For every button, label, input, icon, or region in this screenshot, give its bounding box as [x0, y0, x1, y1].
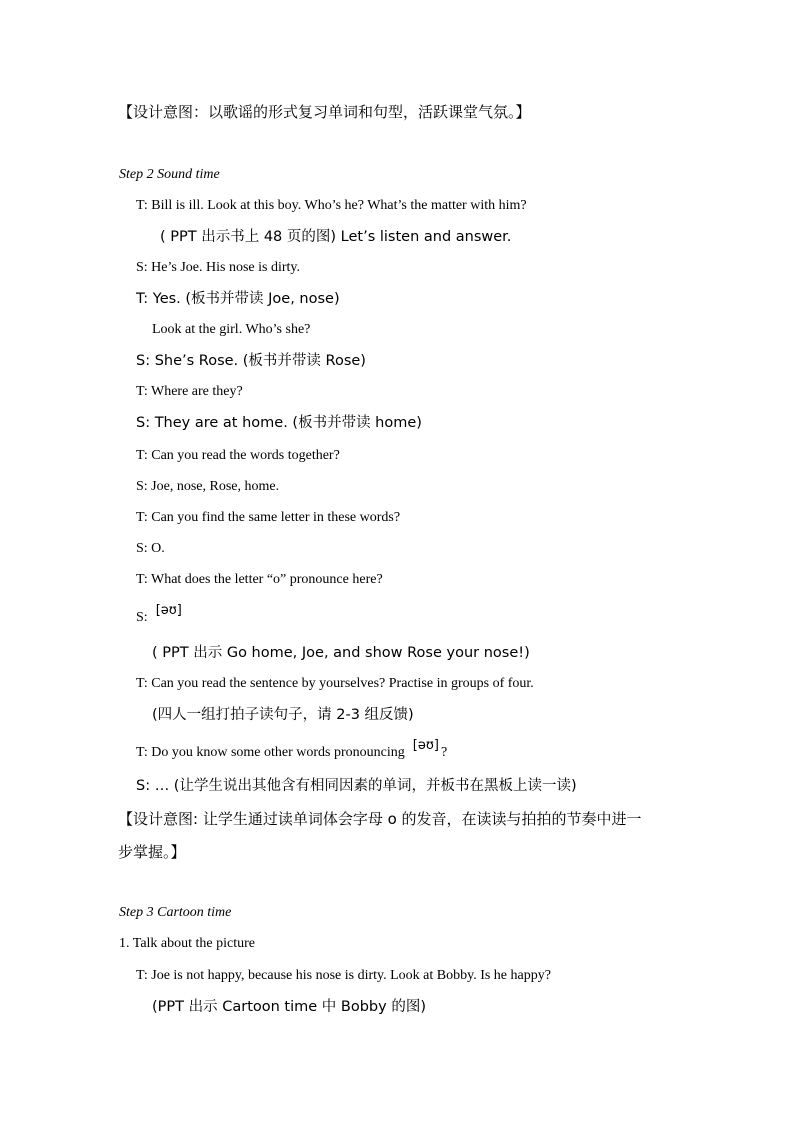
dialog-line: T: Bill is ill. Look at this boy. Who’s he? What’s the matter with him? — [136, 198, 527, 213]
dialog-line-phonetic — [136, 603, 184, 628]
dialog-suffix: ? — [440, 745, 448, 760]
dialog-line: T: Can you find the same letter in these words? — [136, 510, 401, 525]
dialog-line: T: What does the letter “o” pronounce here? — [136, 572, 383, 587]
dialog-line: T: Can you read the sentence by yourselves? Practise in groups of four. — [136, 676, 534, 691]
dialog-line: (四人一组打拍子读句子，请 2-3 组反馈) — [152, 707, 414, 723]
step3-heading: Step 3 Cartoon time — [119, 905, 232, 920]
dialog-line: ( PPT 出示 Go home, Joe, and show Rose your nose!) — [152, 645, 530, 661]
dialog-line: S: … (让学生说出其他含有相同因素的单词，并板书在黑板上读一读) — [136, 778, 577, 794]
dialog-line: S: Joe, nose, Rose, home. — [136, 479, 280, 494]
dialog-line-phonetic — [136, 738, 448, 763]
step2-heading: Step 2 Sound time — [119, 167, 220, 182]
phonetic-symbol: [əʊ] — [412, 738, 439, 753]
dialog-line: S: They are at home. (板书并带读 home) — [136, 415, 422, 431]
design-intent-2-line1: 【设计意图: 让学生通过读单词体会字母 o 的发音，在读读与拍拍的节奏中进一 — [118, 810, 642, 828]
dialog-line: S: O. — [136, 541, 165, 556]
dialog-line: T: Where are they? — [136, 384, 243, 399]
dialog-prefix: T: Do you know some other words pronouncing — [136, 745, 405, 760]
dialog-prefix: S: — [136, 610, 148, 625]
dialog-line: Look at the girl. Who’s she? — [152, 322, 311, 337]
dialog-line: T: Joe is not happy, because his nose is dirty. Look at Bobby. Is he happy? — [136, 968, 551, 983]
dialog-line: ( PPT 出示书上 48 页的图) Let’s listen and answer. — [160, 229, 512, 245]
design-intent-1: 【设计意图：以歌谣的形式复习单词和句型，活跃课堂气氛。】 — [118, 103, 531, 121]
design-intent-2-line2: 步掌握。】 — [118, 843, 186, 861]
dialog-line: T: Can you read the words together? — [136, 448, 340, 463]
dialog-line: S: She’s Rose. (板书并带读 Rose) — [136, 353, 366, 369]
dialog-line: S: He’s Joe. His nose is dirty. — [136, 260, 300, 275]
dialog-line: 1. Talk about the picture — [119, 936, 256, 951]
dialog-line: (PPT 出示 Cartoon time 中 Bobby 的图) — [152, 999, 426, 1015]
phonetic-symbol: [əʊ] — [155, 603, 182, 618]
dialog-line: T: Yes. (板书并带读 Joe, nose) — [136, 291, 340, 307]
